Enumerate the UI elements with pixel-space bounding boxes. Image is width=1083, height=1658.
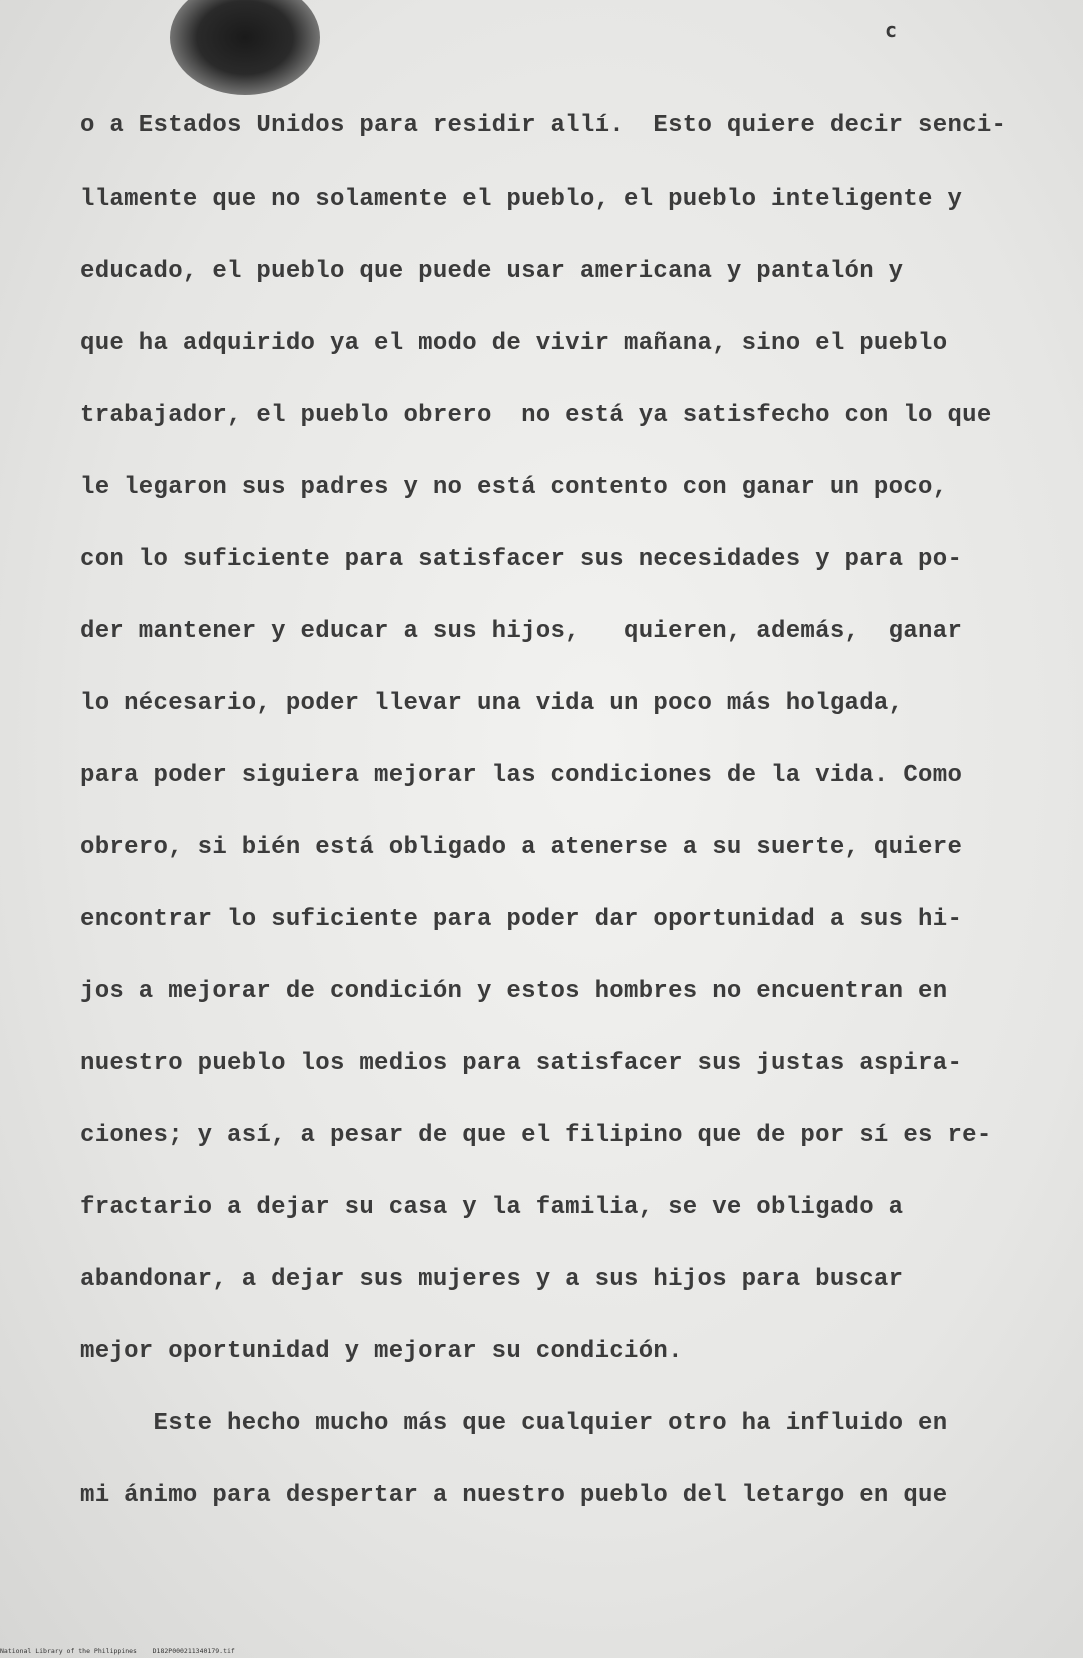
text-line: o a Estados Unidos para residir allí. Esto quiere decir senci- xyxy=(80,112,1007,139)
ink-blot xyxy=(170,0,320,95)
text-line: jos a mejorar de condición y estos hombres no encuentran en xyxy=(80,978,948,1005)
text-line: Este hecho mucho más que cualquier otro ha influido en xyxy=(80,1410,948,1437)
text-line: educado, el pueblo que puede usar americana y pantalón y xyxy=(80,258,904,285)
text-line: para poder siguiera mejorar las condiciones de la vida. Como xyxy=(80,762,963,789)
text-line: lo nécesario, poder llevar una vida un poco más holgada, xyxy=(80,690,904,717)
text-line: encontrar lo suficiente para poder dar oportunidad a sus hi- xyxy=(80,906,963,933)
file-name: D182P000211340179.tif xyxy=(152,1647,235,1655)
text-line: der mantener y educar a sus hijos, quieren, además, ganar xyxy=(80,618,963,645)
text-line: trabajador, el pueblo obrero no está ya satisfecho con lo que xyxy=(80,402,992,429)
text-line: le legaron sus padres y no está contento con ganar un poco, xyxy=(80,474,948,501)
text-line: que ha adquirido ya el modo de vivir mañana, sino el pueblo xyxy=(80,330,948,357)
text-line: con lo suficiente para satisfacer sus necesidades y para po- xyxy=(80,546,963,573)
text-line: nuestro pueblo los medios para satisfacer sus justas aspira- xyxy=(80,1050,963,1077)
text-line: mi ánimo para despertar a nuestro pueblo del letargo en que xyxy=(80,1482,948,1509)
text-line: abandonar, a dejar sus mujeres y a sus hijos para buscar xyxy=(80,1266,904,1293)
text-line: obrero, si bién está obligado a atenerse a su suerte, quiere xyxy=(80,834,963,861)
text-line: llamente que no solamente el pueblo, el pueblo inteligente y xyxy=(80,186,963,213)
archive-footer xyxy=(0,1647,235,1655)
page-number: c xyxy=(885,18,898,42)
text-line: mejor oportunidad y mejorar su condición. xyxy=(80,1338,683,1365)
archive-label: National Library of the Philippines xyxy=(0,1647,137,1655)
text-line: fractario a dejar su casa y la familia, se ve obligado a xyxy=(80,1194,904,1221)
text-line: ciones; y así, a pesar de que el filipino que de por sí es re- xyxy=(80,1122,992,1149)
